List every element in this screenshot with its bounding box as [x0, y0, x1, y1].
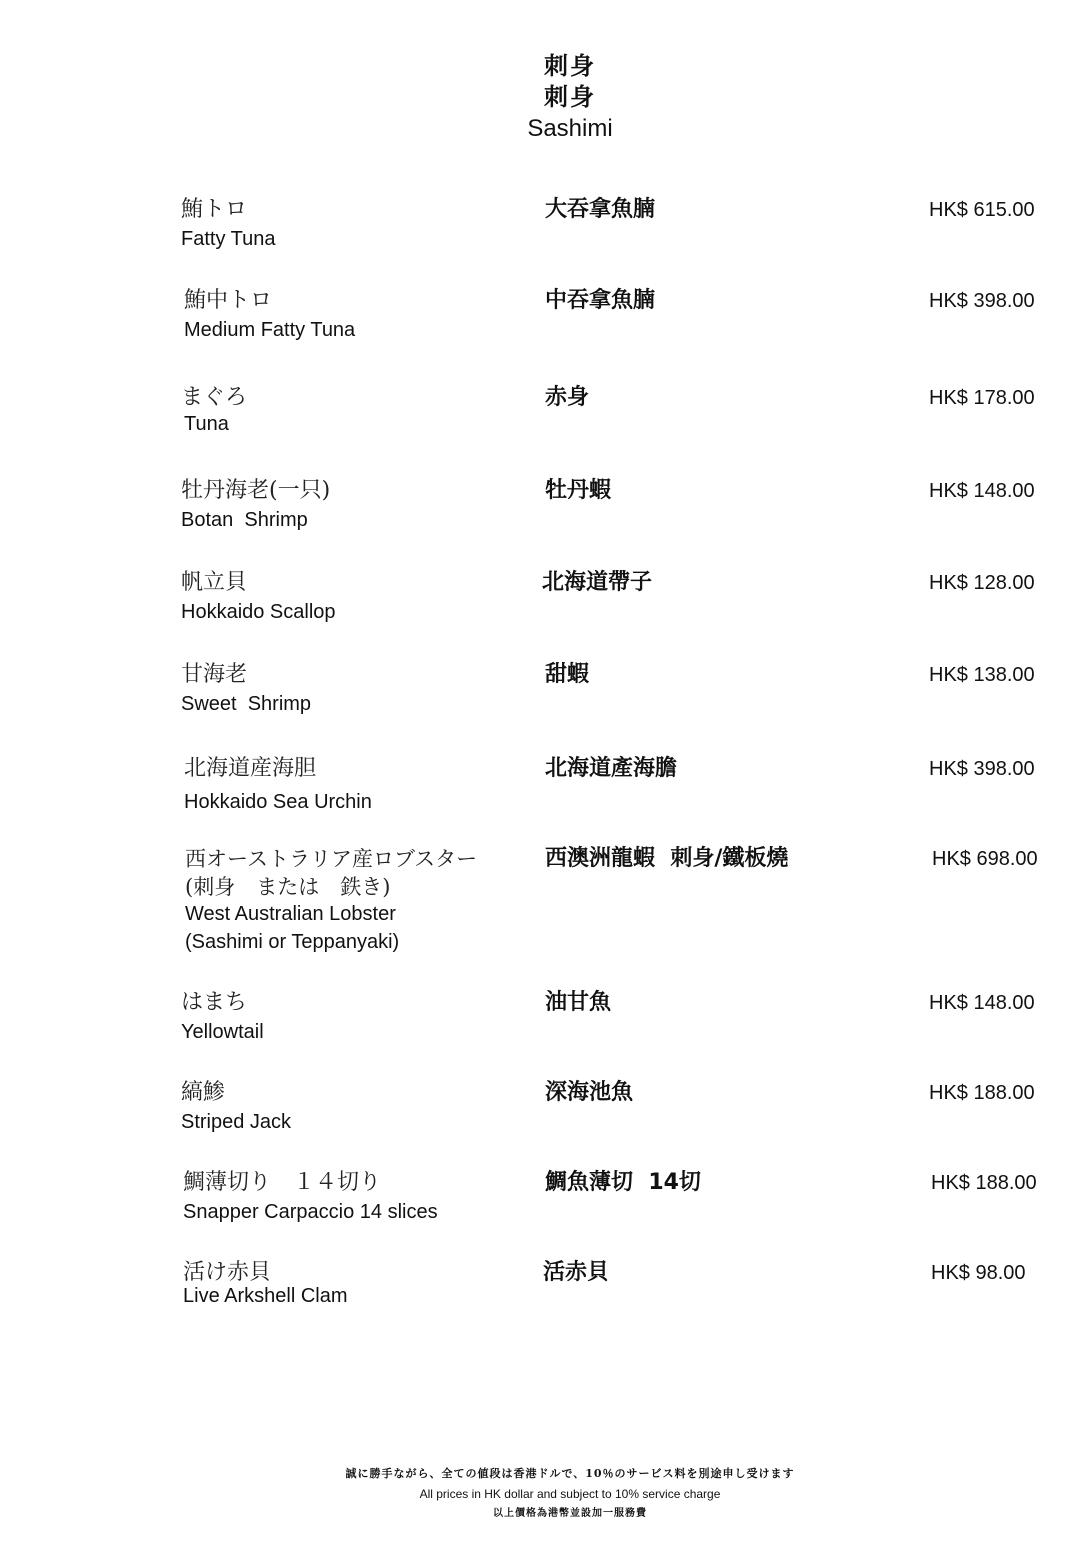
- item-name-jp-line2: (刺身 または 鉄き): [185, 875, 391, 899]
- item-name-en: Tuna: [184, 413, 229, 435]
- item-name-cn: 西澳洲龍蝦 刺身/鐵板燒: [545, 846, 789, 871]
- section-title-en: Sashimi: [527, 115, 613, 142]
- item-name-en: Sweet Shrimp: [181, 693, 312, 715]
- disclaimer-jp: 誠に勝手ながら、全ての値段は香港ドルで、10％のサービス料を別途申し受けます: [345, 1467, 795, 1480]
- item-price: HK$ 398.00: [929, 290, 1035, 312]
- item-name-jp: 北海道産海胆: [184, 756, 317, 781]
- price-disclaimer: [0, 1464, 1080, 1524]
- item-name-en: Medium Fatty Tuna: [184, 319, 356, 341]
- item-price: HK$ 398.00: [929, 758, 1035, 780]
- item-name-jp: 縞鯵: [181, 1080, 226, 1105]
- item-name-en: Snapper Carpaccio 14 slices: [183, 1201, 438, 1223]
- item-name-jp: はまち: [181, 990, 248, 1015]
- item-name-en: Botan Shrimp: [181, 509, 308, 531]
- item-name-cn: 中吞拿魚腩: [545, 288, 656, 313]
- item-name-en: Striped Jack: [181, 1111, 292, 1133]
- item-name-en: Hokkaido Scallop: [181, 601, 336, 623]
- item-name-cn: 甜蝦: [545, 662, 590, 687]
- item-price: HK$ 615.00: [929, 199, 1035, 221]
- section-title-jp-line2: 刺身: [544, 82, 596, 111]
- item-name-en: West Australian Lobster: [185, 903, 396, 925]
- item-name-jp: 西オーストラリア産ロブスター: [185, 847, 478, 871]
- item-name-cn: 大吞拿魚腩: [545, 197, 656, 222]
- item-price: HK$ 128.00: [929, 572, 1035, 594]
- item-name-cn: 北海道產海膽: [545, 756, 678, 781]
- item-name-en: Fatty Tuna: [181, 228, 276, 250]
- item-price: HK$ 148.00: [929, 992, 1035, 1014]
- item-name-jp: 活け赤貝: [183, 1260, 272, 1285]
- item-name-en: Hokkaido Sea Urchin: [184, 791, 372, 813]
- item-name-cn: 油甘魚: [545, 990, 612, 1015]
- item-price: HK$ 178.00: [929, 387, 1035, 409]
- item-name-jp: 鯛薄切り １４切り: [183, 1170, 382, 1195]
- item-name-jp: まぐろ: [181, 385, 248, 410]
- menu-header: [0, 50, 1080, 144]
- item-price: HK$ 148.00: [929, 480, 1035, 502]
- item-name-cn: 活赤貝: [543, 1260, 610, 1285]
- item-name-en-line2: (Sashimi or Teppanyaki): [185, 931, 400, 953]
- section-title-jp-line1: 刺身: [544, 51, 596, 80]
- disclaimer-cn: 以上價格為港幣並設加一服務費: [493, 1508, 647, 1519]
- item-name-jp: 甘海老: [181, 662, 248, 687]
- item-name-jp: 牡丹海老(一只): [181, 478, 331, 503]
- item-name-cn: 赤身: [545, 385, 590, 410]
- disclaimer-en: All prices in HK dollar and subject to 10% service charge: [419, 1487, 721, 1501]
- item-price: HK$ 188.00: [929, 1082, 1035, 1104]
- item-price: HK$ 138.00: [929, 664, 1035, 686]
- item-name-jp: 鮪中トロ: [184, 288, 273, 313]
- item-price: HK$ 698.00: [932, 848, 1038, 870]
- item-name-en: Yellowtail: [181, 1021, 264, 1043]
- item-name-cn: 深海池魚: [545, 1080, 634, 1105]
- item-name-cn: 牡丹蝦: [545, 478, 612, 503]
- item-name-jp: 帆立貝: [181, 570, 248, 595]
- item-name-jp: 鮪トロ: [181, 197, 248, 222]
- item-name-cn: 鯛魚薄切 14切: [545, 1170, 701, 1195]
- item-name-cn: 北海道帶子: [542, 570, 653, 595]
- item-price: HK$ 188.00: [931, 1172, 1037, 1194]
- item-name-en: Live Arkshell Clam: [183, 1285, 348, 1307]
- item-price: HK$ 98.00: [931, 1262, 1026, 1284]
